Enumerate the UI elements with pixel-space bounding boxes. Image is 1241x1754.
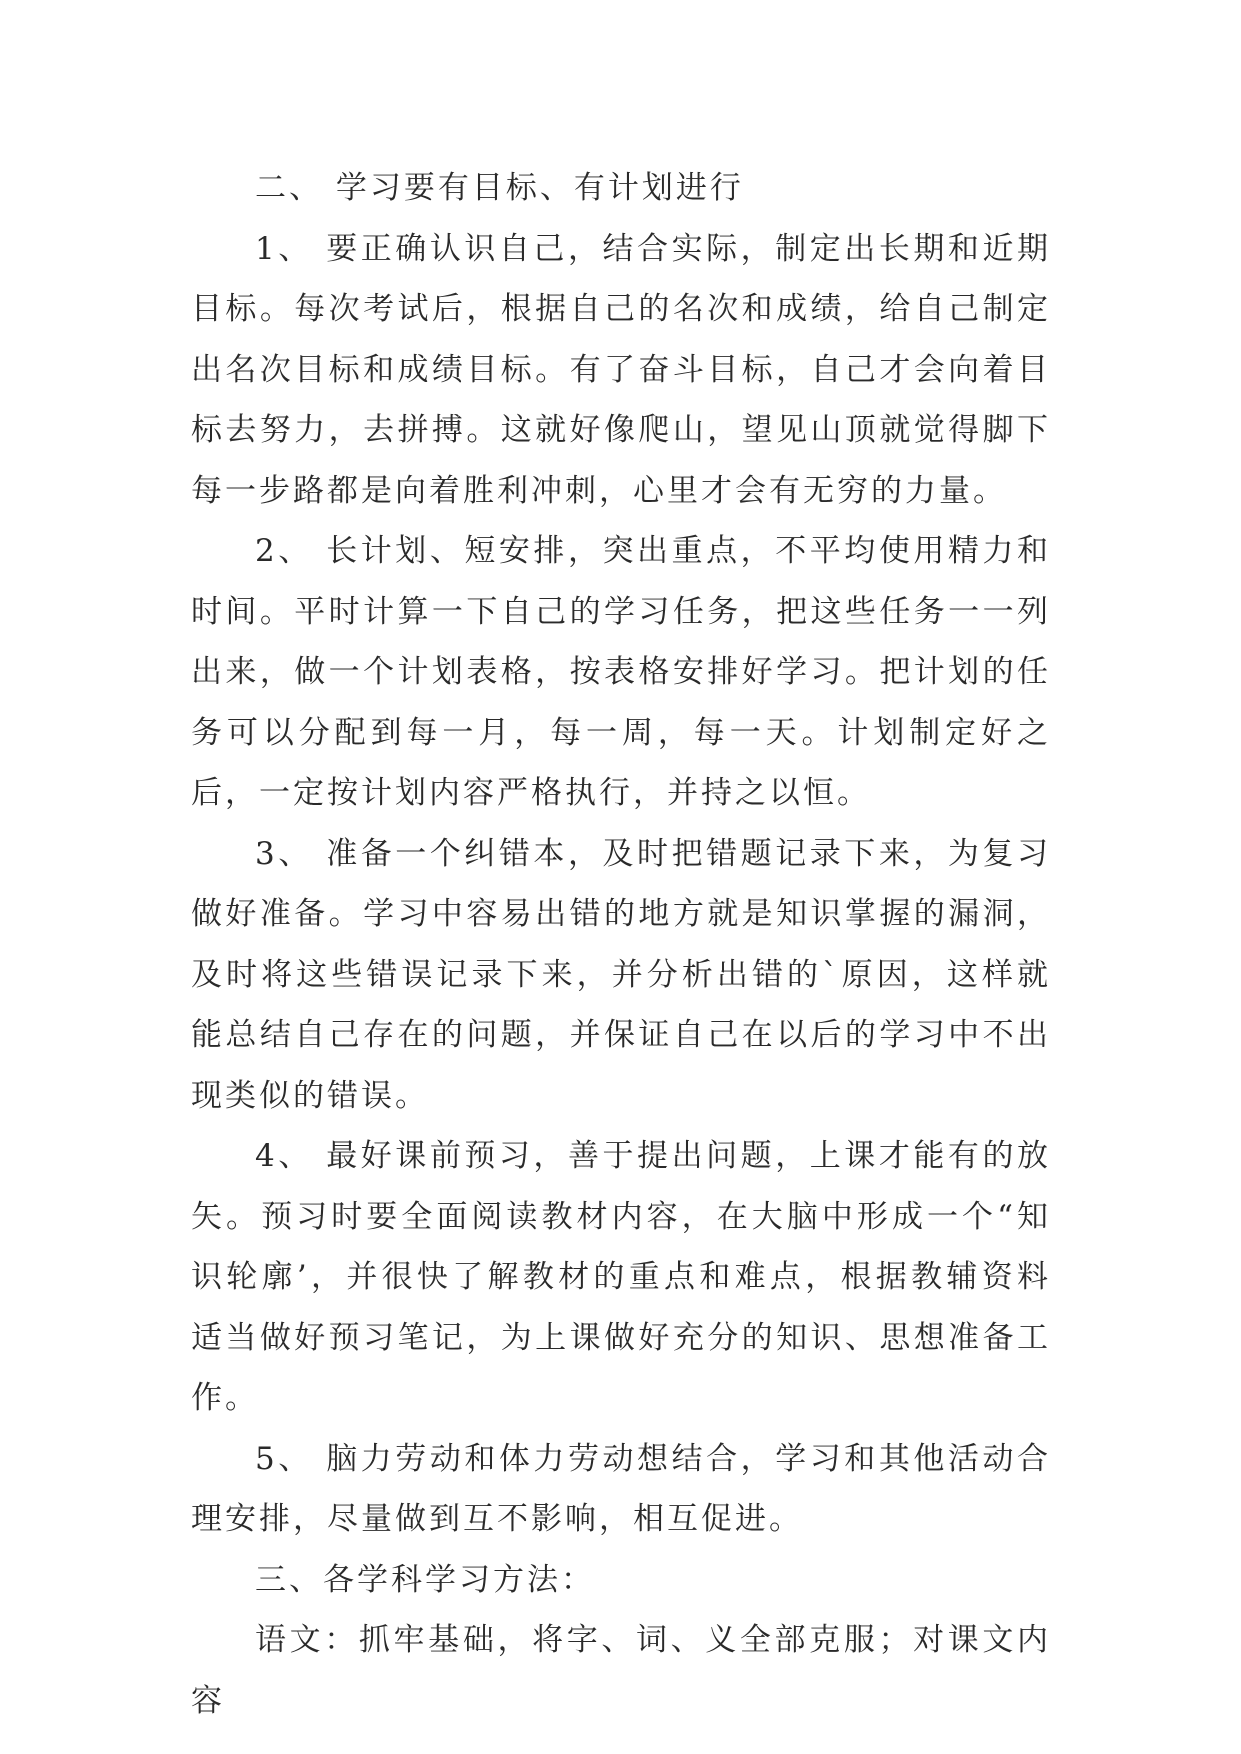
paragraph-item-2: 2、 长计划、短安排，突出重点，不平均使用精力和时间。平时计算一下自己的学习任务，把这些任务一一列出来，做一个计划表格，按表格安排好学习。把计划的任务可以分配到每一月，每一周，每一天。计划制定好之后，一定按计划内容严格执行，并持之以恒。 [191,533,1051,811]
paragraph-item-4: 4、 最好课前预习，善于提出问题，上课才能有的放矢。预习时要全面阅读教材内容，在大脑中形成一个“知识轮廓’，并很快了解教材的重点和难点，根据教辅资料适当做好预习笔记，为上课做好充分的知识、思想准备工作。 [191,1138,1051,1416]
document-body [191,158,1051,1731]
section-heading-2: 二、 学习要有目标、有计划进行 [255,170,744,206]
section-heading-3: 三、各学科学习方法： [255,1561,595,1598]
paragraph-item-3: 3、 准备一个纠错本，及时把错题记录下来，为复习做好准备。学习中容易出错的地方就是知识掌握的漏洞，及时将这些错误记录下来，并分析出错的`原因，这样就能总结自己存在的问题，并保证自己在以后的学习中不出现类似的错误。 [191,835,1051,1114]
paragraph-item-5: 5、 脑力劳动和体力劳动想结合，学习和其他活动合理安排，尽量做到互不影响，相互促进。 [191,1440,1051,1537]
paragraph-item-1: 1、 要正确认识自己，结合实际，制定出长期和近期目标。每次考试后，根据自己的名次和成绩，给自己制定出名次目标和成绩目标。有了奋斗目标，自己才会向着目标去努力，去拼搏。这就好像爬山，望见山顶就觉得脚下每一步路都是向着胜利冲刺，心里才会有无穷的力量。 [191,230,1051,509]
paragraph-chinese: 语文：抓牢基础，将字、词、义全部克服；对课文内容 [191,1622,1051,1719]
